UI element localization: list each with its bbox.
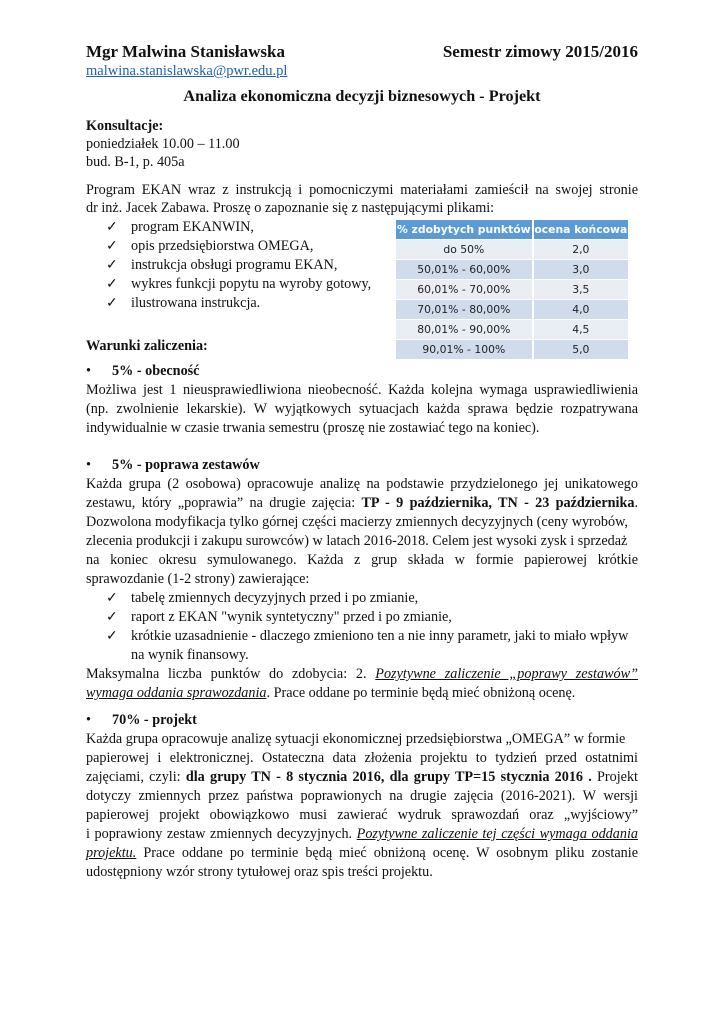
- bullet-icon: •: [86, 712, 91, 728]
- sets-line: Dozwolona modyfikacja tylko górnej części macierzy zmiennych decyzyjnych (ceny wyrobów,: [86, 514, 628, 530]
- project-heading: • 70% - projekt: [86, 712, 197, 728]
- project-line: dotyczy zmiennych przez państwa poprawionych na drugie zajęcia (2016-2021). W wersji: [86, 788, 638, 804]
- document-title: Analiza ekonomiczna decyzji biznesowych - Projekt: [183, 87, 541, 105]
- project-line: papierowej projekt obowiązkowo musi zawierać wydruk sprawozdań oraz „wyjściowy”: [86, 807, 638, 823]
- semester-label: Semestr zimowy 2015/2016: [442, 42, 638, 61]
- sets-line: na koniec okresu symulowanego. Każda z grup składa w formie papierowej krótkie: [86, 552, 638, 568]
- file-list-item: ✓ ilustrowana instrukcja.: [106, 295, 261, 311]
- table-row: do 50% 2,0: [396, 240, 628, 260]
- project-deadlines: dla grupy TN - 8 stycznia 2016, dla grupy TP=15 stycznia 2016 .: [185, 769, 592, 785]
- project-line: zajęciami, czyli: dla grupy TN - 8 stycznia 2016, dla grupy TP=15 stycznia 2016 . Projekt: [86, 769, 638, 785]
- sets-line: zlecenia produkcji i zakupu surowców) w latach 2016-2018. Celem jest wysoki zysk i sprzedaż: [86, 533, 628, 549]
- consultations-heading: Konsultacje:: [86, 118, 164, 134]
- report-list-item: ✓ tabelę zmiennych decyzyjnych przed i po zmianie,: [106, 590, 419, 606]
- bullet-icon: •: [86, 363, 91, 379]
- sets-line: sprawozdanie (1-2 strony) zawierające:: [86, 571, 310, 587]
- report-list-item-continued: na wynik finansowy.: [131, 647, 249, 663]
- sets-line: Każda grupa (2 osobowa) opracowuje analizę na podstawie przydzielonego jej unikatowego: [86, 476, 638, 492]
- sets-max-points: Maksymalna liczba punktów do zdobycia: 2. Pozytywne zaliczenie „poprawy zestawów”: [86, 666, 638, 682]
- project-line: papierowej i elektronicznej. Ostateczna data złożenia projektu to tydzień przed ostatnimi: [86, 750, 638, 766]
- attendance-line: indywidualnie w czasie trwania semestru (proszę nie zostawiać tego na koniec).: [86, 420, 540, 436]
- check-icon: ✓: [106, 590, 118, 606]
- attendance-heading: • 5% - obecność: [86, 363, 200, 379]
- attendance-line: (np. zwolnienie lekarskie). W wyjątkowych sytuacjach każda sprawa będzie rozpatrywana: [86, 401, 638, 417]
- intro-line-1: Program EKAN wraz z instrukcją i pomocniczymi materiałami zamieścił na swojej stronie: [86, 182, 638, 198]
- check-icon: ✓: [106, 295, 118, 311]
- file-list-item: ✓ wykres funkcji popytu na wyroby gotowy,: [106, 276, 372, 292]
- file-list-item: ✓ opis przedsiębiorstwa OMEGA,: [106, 238, 314, 254]
- table-row: 90,01% - 100% 5,0: [396, 340, 628, 360]
- table-row: 70,01% - 80,00% 4,0: [396, 300, 628, 320]
- check-icon: ✓: [106, 276, 118, 292]
- conditions-heading: Warunki zaliczenia:: [86, 338, 208, 354]
- project-line: projektu. Prace oddane po terminie będą mieć obniżoną ocenę. W osobnym pliku zostanie: [86, 845, 638, 861]
- consultations-room: bud. B-1, p. 405a: [86, 154, 185, 170]
- table-row: 80,01% - 90,00% 4,5: [396, 320, 628, 340]
- project-line: udostępniony wzór strony tytułowej oraz spis treści projektu.: [86, 864, 433, 880]
- sets-heading: • 5% - poprawa zestawów: [86, 457, 260, 473]
- attendance-line: Możliwa jest 1 nieusprawiedliwiona nieobecność. Każda kolejna wymaga usprawiedliwienia: [86, 382, 638, 398]
- author-email-link[interactable]: malwina.stanislawska@pwr.edu.pl: [86, 63, 288, 79]
- file-list-item: ✓ instrukcja obsługi programu EKAN,: [106, 257, 338, 273]
- check-icon: ✓: [106, 609, 118, 625]
- table-row: 60,01% - 70,00% 3,5: [396, 280, 628, 300]
- file-list-item: ✓ program EKANWIN,: [106, 219, 254, 235]
- bullet-icon: •: [86, 457, 91, 473]
- column-header: ocena końcowa: [533, 220, 628, 240]
- check-icon: ✓: [106, 219, 118, 235]
- author-name: Mgr Malwina Stanisławska: [86, 42, 285, 61]
- table-header-row: [396, 220, 628, 240]
- sets-requirement: wymaga oddania sprawozdania. Prace oddane po terminie będą mieć obniżoną ocenę.: [86, 685, 576, 701]
- intro-line-2: dr inż. Jacek Zabawa. Proszę o zapoznanie się z następującymi plikami:: [86, 200, 495, 216]
- report-list-item: ✓ krótkie uzasadnienie - dlaczego zmieniono ten a nie inny parametr, jaki to miało wpływ: [106, 628, 629, 644]
- check-icon: ✓: [106, 628, 118, 644]
- report-list-item: ✓ raport z EKAN "wynik syntetyczny" przed i po zmianie,: [106, 609, 452, 625]
- project-line: i poprawiony zestaw zmiennych decyzyjnych. Pozytywne zaliczenie tej części wymaga oddania: [86, 826, 639, 842]
- sets-deadlines: TP - 9 października, TN - 23 października: [361, 495, 635, 511]
- column-header: % zdobytych punktów: [396, 220, 533, 240]
- check-icon: ✓: [106, 257, 118, 273]
- project-line: Każda grupa opracowuje analizę sytuacji ekonomicznej przedsiębiorstwa „OMEGA” w formie: [86, 731, 626, 747]
- sets-line: zestawu, który „poprawia” na drugie zajęcia: TP - 9 października, TN - 23 października.: [86, 495, 638, 511]
- consultations-time: poniedziałek 10.00 – 11.00: [86, 136, 240, 152]
- table-row: 50,01% - 60,00% 3,0: [396, 260, 628, 280]
- check-icon: ✓: [106, 238, 118, 254]
